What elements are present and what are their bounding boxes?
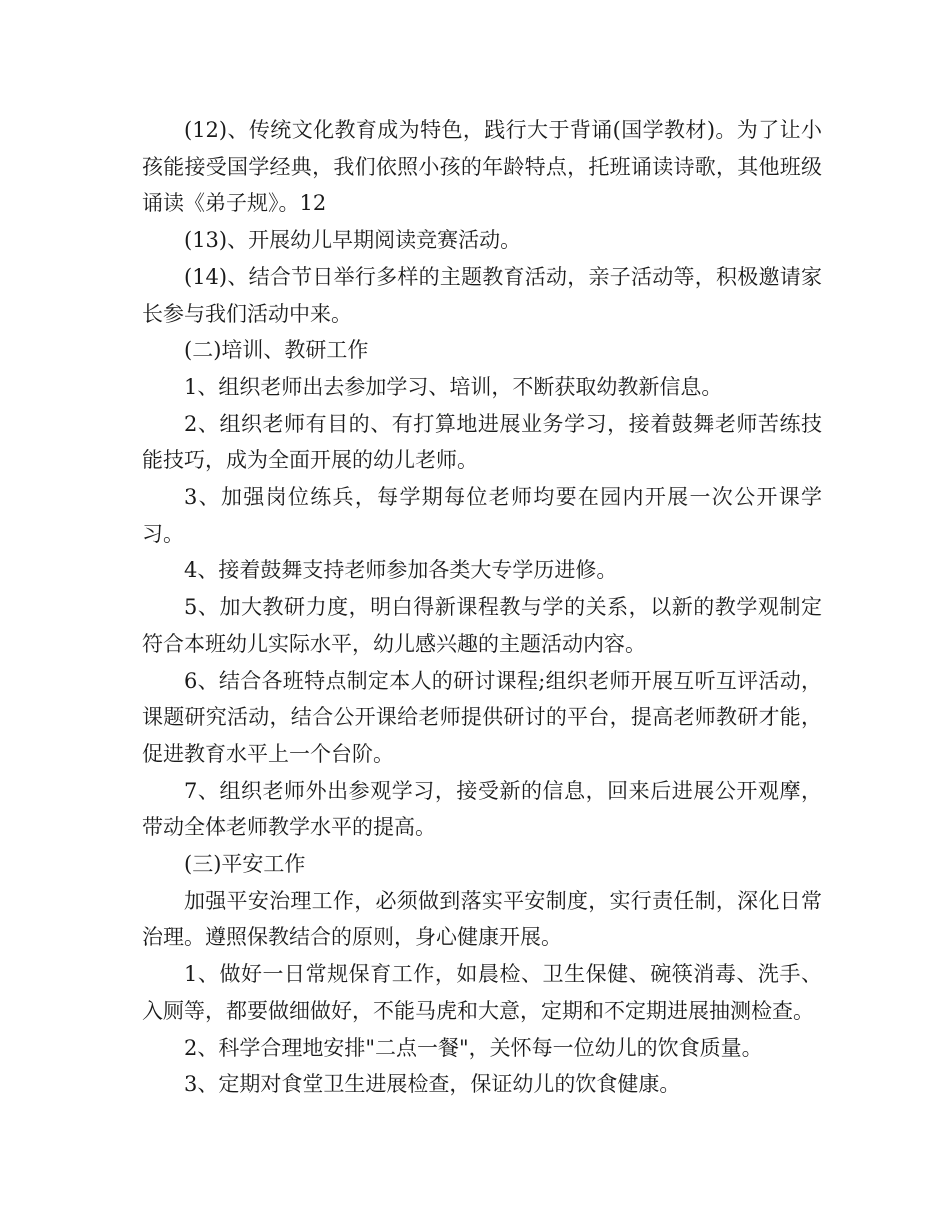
training-item-6: 6、结合各班特点制定本人的研讨课程;组织老师开展互听互评活动，课题研究活动，结合公开课给老师提供研讨的平台，提高老师教研才能，促进教育水平上一个台阶。 [142,668,822,766]
safety-item-1: 1、做好一日常规保育工作，如晨检、卫生保健、碗筷消毒、洗手、入厕等，都要做细做好，不能马虎和大意，定期和不定期进展抽测检查。 [142,962,822,1023]
training-item-1: 1、组织老师出去参加学习、培训，不断获取幼教新信息。 [184,374,723,399]
training-item-4: 4、接着鼓舞支持老师参加各类大专学历进修。 [184,558,618,583]
safety-intro: 加强平安治理工作，必须做到落实平安制度，实行责任制，深化日常治理。遵照保教结合的原则，身心健康开展。 [142,888,822,950]
section-heading-training-research: (二)培训、教研工作 [184,338,369,363]
safety-item-2: 2、科学合理地安排"二点一餐"，关怀每一位幼儿的饮食质量。 [184,1035,763,1060]
document-body [142,112,822,1103]
training-item-5: 5、加大教研力度，明白得新课程教与学的关系，以新的教学观制定符合本班幼儿实际水平，幼儿感兴趣的主题活动内容。 [142,595,822,656]
section-heading-safety: (三)平安工作 [184,852,306,877]
training-item-2: 2、组织老师有目的、有打算地进展业务学习，接着鼓舞老师苦练技能技巧，成为全面开展的幼儿老师。 [142,411,822,473]
paragraph-13-early-reading: (13)、开展幼儿早期阅读竞赛活动。 [184,228,522,253]
paragraph-14-holiday-activities: (14)、结合节日举行多样的主题教育活动，亲子活动等，积极邀请家长参与我们活动中来。 [142,264,822,326]
paragraph-12-traditional-culture: (12)、传统文化教育成为特色，践行大于背诵(国学教材)。为了让小孩能接受国学经典，我们依照小孩的年龄特点，托班诵读诗歌，其他班级诵读《弟子规》。12 [142,118,822,216]
training-item-3: 3、加强岗位练兵，每学期每位老师均要在园内开展一次公开课学习。 [142,485,822,546]
training-item-7: 7、组织老师外出参观学习，接受新的信息，回来后进展公开观摩，带动全体老师教学水平的提高。 [142,778,822,840]
safety-item-3: 3、定期对食堂卫生进展检查，保证幼儿的饮食健康。 [184,1072,681,1097]
